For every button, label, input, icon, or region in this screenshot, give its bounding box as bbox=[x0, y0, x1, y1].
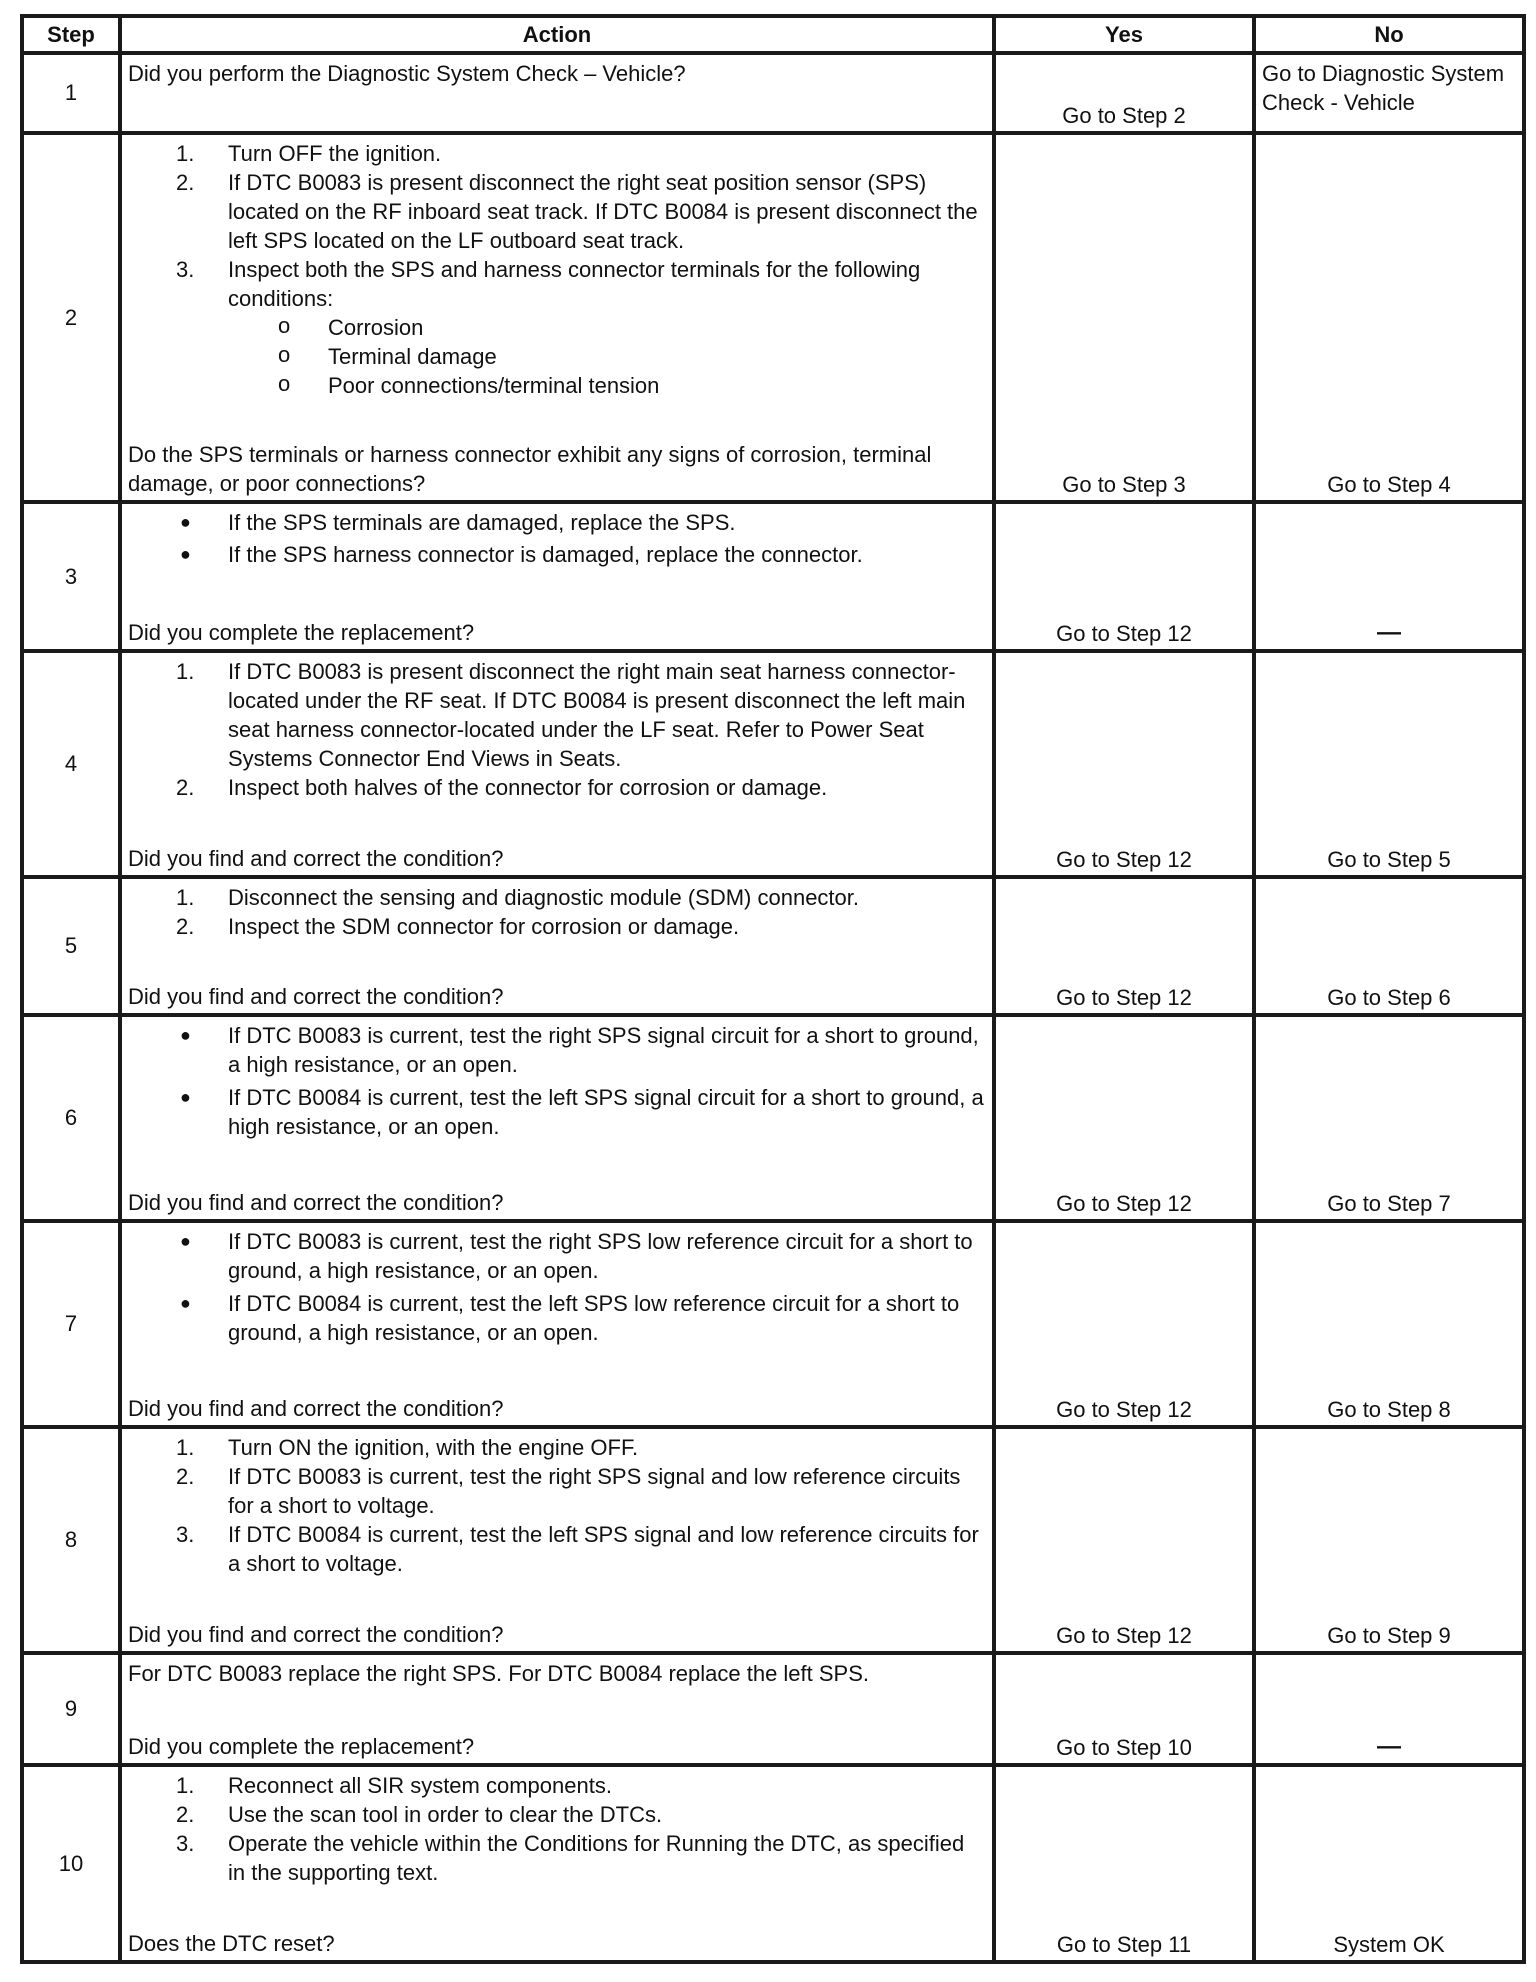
header-yes: Yes bbox=[994, 16, 1254, 53]
table-row bbox=[22, 651, 1524, 877]
table-row bbox=[22, 877, 1524, 1015]
header-no: No bbox=[1254, 16, 1524, 53]
sub-bullet: o bbox=[278, 313, 291, 338]
sub-list-item bbox=[128, 313, 986, 342]
list-marker: 3. bbox=[176, 257, 195, 282]
list-item bbox=[128, 1289, 986, 1347]
question-text: Did you find and correct the condition? bbox=[128, 1396, 504, 1421]
list-item bbox=[128, 1520, 986, 1578]
list-item bbox=[128, 139, 986, 168]
no-cell: Go to Diagnostic System Check - Vehicle bbox=[1254, 53, 1524, 133]
list-item bbox=[128, 773, 986, 802]
list-item bbox=[128, 1800, 986, 1829]
no-cell: Go to Step 8 bbox=[1254, 1221, 1524, 1427]
no-cell: Go to Step 7 bbox=[1254, 1015, 1524, 1221]
bullet-marker: ● bbox=[180, 1231, 191, 1251]
list-item bbox=[128, 168, 986, 255]
numbered-list bbox=[128, 1771, 986, 1887]
list-marker: 1. bbox=[176, 1773, 195, 1798]
list-item-text: If the SPS harness connector is damaged, replace the connector. bbox=[228, 542, 863, 567]
list-item bbox=[128, 1462, 986, 1520]
table-row bbox=[22, 1221, 1524, 1427]
list-item-text: If DTC B0083 is present disconnect the right seat position sensor (SPS) located on the RF inboard seat track. If DTC B0084 is present disconnect the left SPS located on the LF outboard seat track. bbox=[228, 170, 978, 253]
sub-bullet: o bbox=[278, 342, 291, 367]
list-item bbox=[128, 883, 986, 912]
bullet-marker: ● bbox=[180, 512, 191, 532]
table-row bbox=[22, 1653, 1524, 1765]
list-item-text: Turn OFF the ignition. bbox=[228, 141, 442, 166]
numbered-list bbox=[128, 139, 986, 313]
list-item bbox=[128, 508, 986, 537]
list-item-text: If DTC B0083 is present disconnect the right main seat harness connector-located under the RF seat. If DTC B0084 is present disconnect the left main seat harness connector-located under the LF seat. Refer to Power Seat Systems Connector End Views in Seats. bbox=[228, 659, 966, 771]
no-cell: Go to Step 5 bbox=[1254, 651, 1524, 877]
table-row bbox=[22, 502, 1524, 651]
yes-cell: Go to Step 3 bbox=[994, 133, 1254, 502]
list-item-text: Inspect the SDM connector for corrosion or damage. bbox=[228, 914, 740, 939]
list-marker: 1. bbox=[176, 885, 195, 910]
sub-bullet: o bbox=[278, 371, 291, 396]
yes-cell: Go to Step 2 bbox=[994, 53, 1254, 133]
list-item bbox=[128, 1083, 986, 1141]
numbered-list bbox=[128, 883, 986, 941]
no-cell: Go to Step 6 bbox=[1254, 877, 1524, 1015]
no-cell: — bbox=[1254, 502, 1524, 651]
step-number: 5 bbox=[22, 877, 120, 1015]
list-item bbox=[128, 1227, 986, 1285]
action-text: Did you perform the Diagnostic System Check – Vehicle? bbox=[128, 61, 686, 86]
bullet-marker: ● bbox=[180, 544, 191, 564]
yes-cell: Go to Step 12 bbox=[994, 502, 1254, 651]
list-item-text: If DTC B0084 is current, test the left SPS low reference circuit for a short to ground, a high resistance, or an open. bbox=[228, 1291, 960, 1345]
diagnostic-table bbox=[20, 14, 1526, 1964]
list-item bbox=[128, 1829, 986, 1887]
list-item bbox=[128, 540, 986, 569]
list-marker: 1. bbox=[176, 1435, 195, 1460]
action-cell bbox=[120, 1765, 994, 1962]
bullet-marker: ● bbox=[180, 1293, 191, 1313]
action-cell bbox=[120, 1653, 994, 1765]
yes-cell: Go to Step 11 bbox=[994, 1765, 1254, 1962]
numbered-list bbox=[128, 1433, 986, 1578]
bullet-list bbox=[128, 508, 986, 569]
list-marker: 2. bbox=[176, 1802, 195, 1827]
list-marker: 2. bbox=[176, 1464, 195, 1489]
bullet-list bbox=[128, 1227, 986, 1347]
step-number: 4 bbox=[22, 651, 120, 877]
question-text: Did you find and correct the condition? bbox=[128, 846, 504, 871]
sub-list bbox=[128, 313, 986, 400]
sub-list-item bbox=[128, 342, 986, 371]
list-item-text: Turn ON the ignition, with the engine OFF. bbox=[228, 1435, 639, 1460]
list-item-text: If DTC B0083 is current, test the right SPS signal circuit for a short to ground, a high resistance, or an open. bbox=[228, 1023, 979, 1077]
bullet-list bbox=[128, 1021, 986, 1141]
list-marker: 2. bbox=[176, 170, 195, 195]
step-number: 1 bbox=[22, 53, 120, 133]
list-item-text: If DTC B0083 is current, test the right SPS low reference circuit for a short to ground, a high resistance, or an open. bbox=[228, 1229, 973, 1283]
action-cell bbox=[120, 877, 994, 1015]
list-item bbox=[128, 1433, 986, 1462]
list-item-text: If DTC B0084 is current, test the left SPS signal circuit for a short to ground, a high resistance, or an open. bbox=[228, 1085, 984, 1139]
list-marker: 2. bbox=[176, 914, 195, 939]
table-row bbox=[22, 1015, 1524, 1221]
list-item bbox=[128, 1021, 986, 1079]
action-cell bbox=[120, 1427, 994, 1653]
action-cell bbox=[120, 502, 994, 651]
numbered-list bbox=[128, 657, 986, 802]
question-text: Did you complete the replacement? bbox=[128, 620, 475, 645]
step-number: 9 bbox=[22, 1653, 120, 1765]
action-text: For DTC B0083 replace the right SPS. For DTC B0084 replace the left SPS. bbox=[128, 1661, 870, 1686]
list-marker: 3. bbox=[176, 1522, 195, 1547]
step-number: 10 bbox=[22, 1765, 120, 1962]
yes-cell: Go to Step 12 bbox=[994, 1427, 1254, 1653]
yes-cell: Go to Step 12 bbox=[994, 1221, 1254, 1427]
table-row bbox=[22, 1427, 1524, 1653]
question-text: Did you complete the replacement? bbox=[128, 1734, 475, 1759]
question-text: Do the SPS terminals or harness connector exhibit any signs of corrosion, terminal damage, or poor connections? bbox=[128, 442, 932, 496]
step-number: 2 bbox=[22, 133, 120, 502]
list-item-text: Use the scan tool in order to clear the DTCs. bbox=[228, 1802, 663, 1827]
no-cell: System OK bbox=[1254, 1765, 1524, 1962]
list-item-text: Disconnect the sensing and diagnostic module (SDM) connector. bbox=[228, 885, 860, 910]
header-step: Step bbox=[22, 16, 120, 53]
sub-item-text: Terminal damage bbox=[328, 344, 497, 369]
action-cell bbox=[120, 651, 994, 877]
list-marker: 3. bbox=[176, 1831, 195, 1856]
no-cell: Go to Step 9 bbox=[1254, 1427, 1524, 1653]
no-cell: Go to Step 4 bbox=[1254, 133, 1524, 502]
action-cell bbox=[120, 133, 994, 502]
list-item bbox=[128, 657, 986, 773]
list-item-text: If the SPS terminals are damaged, replace the SPS. bbox=[228, 510, 736, 535]
list-item-text: If DTC B0083 is current, test the right SPS signal and low reference circuits for a short to voltage. bbox=[228, 1464, 961, 1518]
yes-cell: Go to Step 12 bbox=[994, 651, 1254, 877]
sub-item-text: Poor connections/terminal tension bbox=[328, 373, 660, 398]
no-cell: — bbox=[1254, 1653, 1524, 1765]
list-marker: 2. bbox=[176, 775, 195, 800]
step-number: 6 bbox=[22, 1015, 120, 1221]
action-cell bbox=[120, 1221, 994, 1427]
list-item-text: Reconnect all SIR system components. bbox=[228, 1773, 612, 1798]
table-row bbox=[22, 133, 1524, 502]
yes-cell: Go to Step 10 bbox=[994, 1653, 1254, 1765]
question-text: Did you find and correct the condition? bbox=[128, 1622, 504, 1647]
list-marker: 1. bbox=[176, 141, 195, 166]
question-text: Did you find and correct the condition? bbox=[128, 1190, 504, 1215]
list-item-text: Inspect both the SPS and harness connector terminals for the following conditions: bbox=[228, 257, 921, 311]
header-row bbox=[22, 16, 1524, 53]
table-row bbox=[22, 53, 1524, 133]
list-item-text: Operate the vehicle within the Conditions for Running the DTC, as specified in the supporting text. bbox=[228, 1831, 965, 1885]
list-item-text: Inspect both halves of the connector for corrosion or damage. bbox=[228, 775, 828, 800]
bullet-marker: ● bbox=[180, 1087, 191, 1107]
step-number: 7 bbox=[22, 1221, 120, 1427]
sub-item-text: Corrosion bbox=[328, 315, 424, 340]
bullet-marker: ● bbox=[180, 1025, 191, 1045]
action-cell bbox=[120, 1015, 994, 1221]
list-item bbox=[128, 255, 986, 313]
sub-list-item bbox=[128, 371, 986, 400]
list-item bbox=[128, 912, 986, 941]
header-action: Action bbox=[120, 16, 994, 53]
list-item bbox=[128, 1771, 986, 1800]
step-number: 8 bbox=[22, 1427, 120, 1653]
yes-cell: Go to Step 12 bbox=[994, 877, 1254, 1015]
list-marker: 1. bbox=[176, 659, 195, 684]
action-cell bbox=[120, 53, 994, 133]
table-row bbox=[22, 1765, 1524, 1962]
list-item-text: If DTC B0084 is current, test the left SPS signal and low reference circuits for a short to voltage. bbox=[228, 1522, 979, 1576]
question-text: Does the DTC reset? bbox=[128, 1931, 335, 1956]
step-number: 3 bbox=[22, 502, 120, 651]
yes-cell: Go to Step 12 bbox=[994, 1015, 1254, 1221]
question-text: Did you find and correct the condition? bbox=[128, 984, 504, 1009]
